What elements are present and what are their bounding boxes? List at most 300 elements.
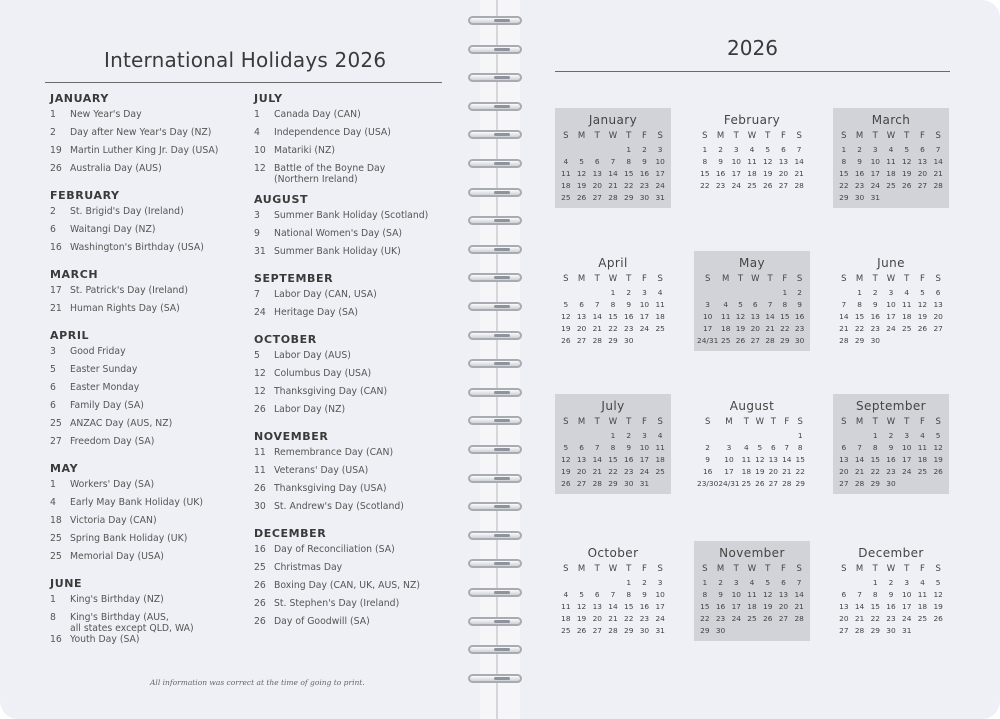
day-number: 3 — [904, 578, 910, 587]
day-number: 3 — [642, 431, 647, 440]
day-number: 6 — [752, 300, 758, 309]
day-number: 23 — [639, 181, 650, 190]
weekday-letter: M — [577, 131, 586, 141]
day-number: 11 — [747, 590, 757, 599]
day-number: 3 — [733, 145, 739, 154]
day-number: 5 — [579, 157, 584, 166]
binding-ring — [468, 502, 522, 511]
day-number: 14 — [592, 455, 602, 464]
weekday-letter: T — [767, 274, 773, 284]
day-number: 29 — [700, 626, 710, 635]
holiday-date: 11 — [254, 465, 266, 476]
day-number — [791, 625, 807, 637]
day-number — [740, 430, 753, 442]
day-number: 6 — [579, 300, 584, 309]
day-number: 12 — [763, 590, 773, 599]
day-number: 12 — [735, 312, 746, 321]
day-number: 9 — [642, 157, 647, 166]
day-number: 5 — [765, 145, 771, 154]
holiday-name: Battle of the Boyne Day (Northern Ireland) — [274, 163, 386, 185]
day-number: 15 — [608, 312, 618, 321]
day-number — [915, 478, 931, 490]
day-number: 4 — [904, 288, 910, 297]
day-number: 16 — [854, 169, 865, 178]
day-number: 21 — [608, 614, 618, 623]
day-number — [558, 144, 574, 156]
holiday-name: Summer Bank Holiday (Scotland) — [274, 210, 429, 221]
day-number: 24 — [639, 467, 650, 476]
holiday-date: 16 — [254, 544, 266, 555]
holiday-entry — [254, 368, 444, 386]
day-number: 16 — [702, 467, 713, 476]
day-number: 27 — [576, 479, 587, 488]
day-number: 6 — [781, 145, 786, 154]
day-number: 19 — [763, 169, 773, 178]
weekday-letter: S — [657, 274, 663, 284]
holiday-name: Matariki (NZ) — [274, 145, 335, 156]
day-number — [883, 335, 899, 347]
day-number: 13 — [576, 455, 587, 464]
day-number: 6 — [594, 157, 600, 166]
holiday-month-heading: FEBRUARY — [50, 189, 120, 202]
holiday-date: 21 — [50, 303, 62, 314]
holiday-entry — [50, 479, 240, 497]
holiday-date: 25 — [254, 562, 266, 573]
day-number: 6 — [770, 443, 776, 452]
day-number: 22 — [700, 181, 710, 190]
weekday-letter: T — [594, 131, 600, 141]
day-number: 17 — [731, 169, 741, 178]
weekday-letter: S — [563, 417, 569, 427]
holiday-name: King's Birthday (AUS, all states except QLD, WA) — [70, 612, 194, 634]
month-name: October — [587, 546, 639, 560]
month-calendar-august — [694, 394, 810, 494]
day-number: 26 — [902, 181, 912, 190]
day-number: 6 — [594, 590, 600, 599]
month-name: February — [723, 113, 781, 127]
holiday-name: Day of Goodwill (SA) — [274, 616, 370, 627]
day-number: 5 — [563, 300, 569, 309]
day-number: 31 — [655, 193, 665, 202]
day-number: 2 — [626, 288, 632, 297]
holiday-name: Labor Day (NZ) — [274, 404, 346, 415]
day-number — [574, 144, 590, 156]
holiday-date: 5 — [50, 364, 56, 375]
holiday-entry — [50, 224, 240, 242]
weekday-letter: T — [904, 274, 910, 284]
weekday-letter: T — [626, 274, 632, 284]
day-number: 14 — [794, 157, 804, 166]
binding-ring — [468, 16, 522, 25]
day-number: 25 — [747, 181, 757, 190]
day-number: 5 — [757, 443, 763, 452]
holiday-entry — [254, 145, 444, 163]
weekday-letter: S — [796, 131, 802, 141]
holiday-date: 25 — [50, 551, 62, 562]
year-title: 2026 — [727, 36, 778, 60]
holiday-date: 5 — [254, 350, 260, 361]
day-number — [836, 287, 852, 299]
day-number: 26 — [576, 193, 587, 202]
day-number — [776, 625, 792, 637]
day-number: 7 — [784, 443, 790, 452]
day-number: 20 — [576, 467, 587, 476]
day-number: 20 — [839, 467, 849, 476]
weekday-letter: F — [782, 274, 788, 284]
day-number: 20 — [933, 312, 943, 321]
day-number: 15 — [700, 602, 710, 611]
day-number: 31 — [902, 626, 912, 635]
holiday-entry — [254, 447, 444, 465]
day-number — [899, 192, 915, 204]
day-number: 20 — [778, 169, 789, 178]
day-number: 22 — [780, 324, 790, 333]
day-number: 2 — [857, 145, 862, 154]
day-number: 6 — [841, 443, 847, 452]
holiday-date: 31 — [254, 246, 266, 257]
day-number: 23 — [886, 614, 896, 623]
day-number: 13 — [917, 157, 928, 166]
holiday-entry — [50, 163, 240, 181]
day-number: 1 — [797, 431, 803, 440]
holiday-entry — [254, 598, 444, 616]
day-number: 4 — [920, 578, 925, 587]
holiday-name: Freedom Day (SA) — [70, 436, 155, 447]
day-number — [744, 625, 760, 637]
day-number: 28 — [782, 479, 792, 488]
day-number: 24/31 — [718, 479, 740, 488]
holiday-entry — [50, 497, 240, 515]
day-grid — [836, 562, 946, 637]
day-number: 8 — [797, 443, 803, 452]
day-number: 25 — [561, 626, 571, 635]
day-number: 30 — [886, 479, 896, 488]
day-number: 7 — [857, 590, 862, 599]
day-number: 25 — [917, 614, 928, 623]
holidays-column-1 — [50, 92, 240, 652]
day-number: 27 — [576, 336, 587, 345]
day-number: 17 — [724, 467, 734, 476]
day-number: 24 — [886, 324, 896, 333]
day-grid — [836, 415, 946, 490]
holiday-name: Independence Day (USA) — [274, 127, 391, 138]
day-number: 22 — [700, 614, 710, 623]
day-number — [589, 430, 605, 442]
day-number: 9 — [857, 157, 862, 166]
binding-ring — [468, 302, 522, 311]
day-number: 7 — [767, 300, 773, 309]
day-number: 24 — [731, 614, 741, 623]
day-number: 21 — [839, 324, 849, 333]
holiday-entry — [50, 436, 240, 454]
holiday-entry — [254, 616, 444, 634]
day-number: 12 — [576, 169, 587, 178]
day-number: 8 — [872, 443, 878, 452]
day-number: 5 — [765, 578, 771, 587]
day-number: 3 — [733, 578, 739, 587]
day-number — [574, 287, 590, 299]
day-number: 8 — [610, 300, 616, 309]
day-number: 10 — [731, 157, 741, 166]
day-number — [558, 577, 574, 589]
day-number — [760, 625, 776, 637]
holiday-entry — [50, 612, 240, 634]
weekday-letter: S — [563, 131, 569, 141]
holiday-name: Good Friday — [70, 346, 126, 357]
holiday-entry — [254, 210, 444, 228]
day-number: 24/31 — [697, 336, 719, 345]
month-name: July — [601, 399, 625, 413]
holiday-date: 2 — [50, 206, 56, 217]
day-number: 25 — [655, 467, 665, 476]
holiday-name: Workers' Day (SA) — [70, 479, 155, 490]
print-footnote: All information was correct at the time of going to print. — [150, 678, 365, 687]
day-number: 19 — [933, 455, 943, 464]
weekday-letter: F — [919, 274, 925, 284]
holiday-name: Thanksgiving Day (CAN) — [274, 386, 388, 397]
day-number: 28 — [794, 181, 804, 190]
holiday-entry — [50, 594, 240, 612]
day-number: 8 — [702, 157, 708, 166]
day-number: 9 — [888, 590, 894, 599]
day-number: 20 — [750, 324, 760, 333]
day-number: 15 — [870, 455, 880, 464]
day-number: 26 — [561, 336, 571, 345]
holiday-month-heading: JUNE — [50, 577, 83, 590]
binding-ring — [468, 559, 522, 568]
holiday-name: Summer Bank Holiday (UK) — [274, 246, 401, 257]
day-number: 21 — [794, 602, 804, 611]
day-number: 18 — [917, 455, 928, 464]
day-number: 24 — [870, 181, 880, 190]
day-number: 19 — [576, 181, 587, 190]
weekday-letter: M — [722, 274, 730, 284]
holiday-name: Day after New Year's Day (NZ) — [70, 127, 212, 138]
day-number: 19 — [755, 467, 765, 476]
binding-ring — [468, 588, 522, 597]
holiday-date: 18 — [50, 515, 62, 526]
day-number: 27 — [778, 614, 789, 623]
day-grid — [558, 415, 668, 490]
day-number: 29 — [854, 336, 865, 345]
weekday-letter: S — [935, 274, 941, 284]
holiday-date: 1 — [50, 109, 56, 120]
day-number: 1 — [702, 145, 708, 154]
day-number: 4 — [749, 578, 755, 587]
day-number: 4 — [563, 157, 569, 166]
day-number — [930, 625, 946, 637]
day-number: 9 — [705, 455, 710, 464]
weekday-letter: W — [886, 417, 896, 427]
holiday-entry — [254, 386, 444, 404]
weekday-letter: T — [743, 417, 749, 427]
day-number: 18 — [655, 455, 665, 464]
weekday-letter: M — [716, 131, 725, 141]
day-number: 10 — [902, 590, 912, 599]
day-number: 11 — [721, 312, 731, 321]
day-number: 22 — [870, 467, 880, 476]
day-number: 24 — [902, 614, 912, 623]
day-number: 21 — [854, 614, 865, 623]
holiday-entry — [254, 580, 444, 598]
month-calendar-september — [833, 394, 949, 494]
day-number: 30 — [639, 193, 650, 202]
day-number — [763, 287, 778, 299]
day-number: 27 — [839, 626, 849, 635]
day-number: 1 — [857, 288, 862, 297]
day-number: 20 — [839, 614, 849, 623]
weekday-letter: T — [872, 417, 878, 427]
day-number: 10 — [702, 312, 713, 321]
month-calendar-june — [833, 251, 949, 351]
holiday-entry — [254, 483, 444, 501]
day-number: 30 — [639, 626, 650, 635]
day-number: 29 — [624, 193, 634, 202]
day-number: 13 — [768, 455, 778, 464]
day-number: 19 — [933, 602, 943, 611]
holiday-date: 8 — [50, 612, 56, 623]
weekday-letter: M — [577, 564, 586, 574]
day-grid — [558, 562, 668, 637]
day-number: 23 — [715, 181, 726, 190]
weekday-letter: T — [626, 564, 632, 574]
holiday-month-heading: JANUARY — [50, 92, 109, 105]
day-number: 15 — [780, 312, 790, 321]
day-number: 6 — [841, 590, 847, 599]
weekday-letter: T — [765, 564, 771, 574]
weekday-letter: T — [626, 131, 632, 141]
holiday-name: St. Stephen's Day (Ireland) — [274, 598, 400, 609]
month-calendar-february — [694, 108, 810, 208]
weekday-letter: F — [780, 564, 786, 574]
month-name: January — [588, 113, 638, 127]
weekday-letter: S — [935, 564, 941, 574]
holiday-date: 26 — [254, 483, 266, 494]
day-number: 7 — [796, 145, 802, 154]
holiday-name: Canada Day (CAN) — [274, 109, 361, 120]
day-number: 29 — [608, 336, 618, 345]
holiday-date: 1 — [50, 479, 56, 490]
weekday-letter: W — [886, 131, 896, 141]
day-number: 4 — [657, 431, 663, 440]
day-number: 17 — [655, 169, 665, 178]
holiday-entry — [50, 418, 240, 436]
day-number: 29 — [795, 479, 805, 488]
holiday-entry — [50, 533, 240, 551]
day-number — [718, 287, 733, 299]
day-number: 31 — [655, 626, 665, 635]
day-number: 23 — [870, 324, 880, 333]
holiday-entry — [50, 109, 240, 127]
holiday-date: 25 — [50, 418, 62, 429]
holidays-column-2 — [254, 92, 444, 634]
day-number: 7 — [610, 590, 616, 599]
holiday-date: 12 — [254, 368, 266, 379]
weekday-letter: S — [657, 417, 663, 427]
day-number: 23/30 — [697, 479, 719, 488]
day-number: 11 — [917, 443, 928, 452]
day-number: 27 — [592, 626, 602, 635]
day-number: 27 — [778, 181, 789, 190]
holiday-name: Easter Sunday — [70, 364, 138, 375]
weekday-letter: W — [747, 131, 757, 141]
day-number: 10 — [639, 443, 650, 452]
holiday-entry — [50, 382, 240, 400]
day-number: 15 — [795, 455, 805, 464]
day-number: 8 — [782, 300, 788, 309]
weekday-letter: S — [841, 417, 847, 427]
day-number: 9 — [626, 443, 632, 452]
holiday-entry — [254, 109, 444, 127]
day-number: 8 — [626, 157, 632, 166]
day-number: 2 — [705, 443, 710, 452]
month-name: June — [877, 256, 905, 270]
day-number: 18 — [917, 602, 928, 611]
holiday-date: 3 — [50, 346, 56, 357]
day-number — [558, 287, 574, 299]
weekday-letter: T — [872, 131, 878, 141]
day-number: 19 — [902, 169, 912, 178]
day-number: 10 — [724, 455, 734, 464]
holiday-name: St. Patrick's Day (Ireland) — [70, 285, 188, 296]
day-number: 16 — [886, 455, 896, 464]
holiday-entry — [50, 206, 240, 224]
day-grid — [558, 129, 668, 204]
day-number: 18 — [721, 324, 731, 333]
day-number — [574, 430, 590, 442]
weekday-letter: W — [608, 564, 618, 574]
day-number: 11 — [655, 300, 665, 309]
holiday-name: ANZAC Day (AUS, NZ) — [70, 418, 173, 429]
day-number: 19 — [735, 324, 746, 333]
day-number: 11 — [902, 300, 912, 309]
day-number: 5 — [563, 443, 569, 452]
day-number: 28 — [765, 336, 775, 345]
weekday-letter: S — [704, 274, 711, 284]
day-number: 16 — [794, 312, 805, 321]
holiday-name: Memorial Day (USA) — [70, 551, 164, 562]
day-number: 6 — [920, 145, 925, 154]
holiday-entry — [50, 285, 240, 303]
holiday-name: Remembrance Day (CAN) — [274, 447, 394, 458]
day-number: 7 — [841, 300, 847, 309]
day-number: 6 — [935, 288, 941, 297]
day-number: 24 — [731, 181, 741, 190]
day-number: 29 — [870, 479, 880, 488]
day-number — [733, 287, 748, 299]
day-number: 11 — [655, 443, 665, 452]
weekday-letter: S — [841, 131, 847, 141]
binding-ring — [468, 617, 522, 626]
weekday-letter: W — [886, 564, 896, 574]
holidays-title: International Holidays 2026 — [104, 48, 387, 72]
day-grid — [836, 129, 946, 204]
weekday-letter: S — [841, 564, 847, 574]
holiday-entry — [50, 242, 240, 260]
weekday-letter: T — [594, 564, 600, 574]
holiday-entry — [254, 350, 444, 368]
holiday-date: 26 — [254, 404, 266, 415]
weekday-letter: F — [641, 564, 647, 574]
holiday-name: Day of Reconciliation (SA) — [274, 544, 395, 555]
holiday-date: 11 — [254, 447, 266, 458]
day-number: 18 — [741, 467, 752, 476]
day-number: 14 — [765, 312, 775, 321]
weekday-letter: W — [886, 274, 896, 284]
day-number: 17 — [870, 169, 880, 178]
holiday-month-heading: DECEMBER — [254, 527, 327, 540]
holiday-entry — [50, 634, 240, 652]
